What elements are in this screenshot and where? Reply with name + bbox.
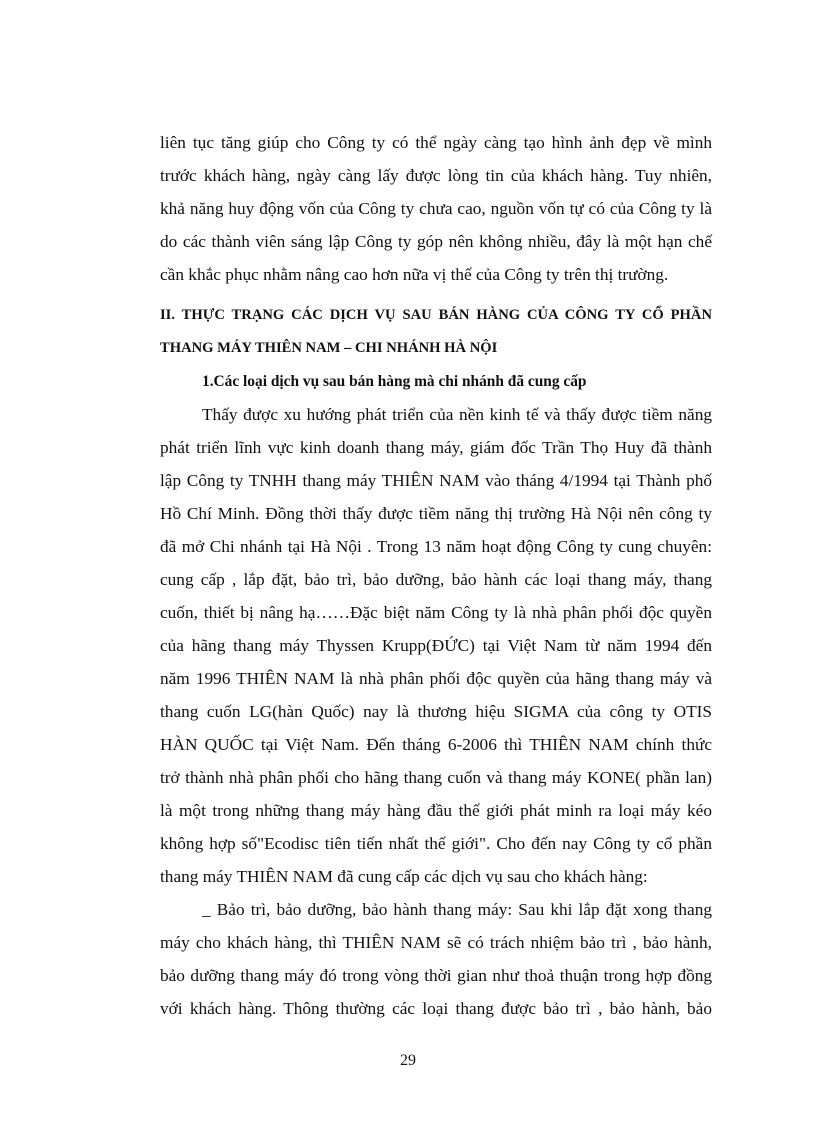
- text-line: đã mở Chi nhánh tại Hà Nội . Trong 13 năm hoạt động Công ty cung chuyên:: [160, 537, 712, 556]
- text-line: không hợp số"Ecodisc tiên tiến nhất thế giới". Cho đến nay Công ty cổ phần: [160, 834, 712, 853]
- text-line: HÀN QUỐC tại Việt Nam. Đến tháng 6-2006 thì THIÊN NAM chính thức: [160, 735, 712, 754]
- text-line: lập Công ty TNHH thang máy THIÊN NAM vào tháng 4/1994 tại Thành phố: [160, 471, 712, 490]
- paragraph-company-history: [160, 398, 712, 893]
- text-line: _ Bảo trì, bảo dưỡng, bảo hành thang máy: Sau khi lắp đặt xong thang: [202, 900, 712, 919]
- text-line: là một trong những thang máy hàng đầu thế giới phát minh ra loại máy kéo: [160, 801, 712, 820]
- page-number: 29: [400, 1052, 416, 1069]
- text-line: cần khắc phục nhằm nâng cao hơn nữa vị thế của Công ty trên thị trường.: [160, 265, 669, 284]
- section-heading-line: THANG MÁY THIÊN NAM – CHI NHÁNH HÀ NỘI: [160, 340, 498, 356]
- paragraph-maintenance: [160, 893, 712, 1025]
- text-line: cung cấp , lắp đặt, bảo trì, bảo dưỡng, bảo hành các loại thang máy, thang: [160, 570, 712, 589]
- section-heading-line: II. THỰC TRẠNG CÁC DỊCH VỤ SAU BÁN HÀNG CỦA CÔNG TY CỔ PHẦN: [160, 307, 712, 323]
- text-line: khả năng huy động vốn của Công ty chưa cao, nguồn vốn tự có của Công ty là: [160, 199, 712, 218]
- text-line: do các thành viên sáng lập Công ty góp nên không nhiều, đây là một hạn chế: [160, 232, 712, 251]
- text-line: thang cuốn LG(hàn Quốc) nay là thương hiệu SIGMA của công ty OTIS: [160, 702, 712, 721]
- text-line: phát triển lĩnh vực kinh doanh thang máy, giám đốc Trần Thọ Huy đã thành: [160, 438, 712, 457]
- text-line: liên tục tăng giúp cho Công ty có thể ngày càng tạo hình ảnh đẹp về mình: [160, 133, 712, 152]
- text-line: với khách hàng. Thông thường các loại thang được bảo trì , bảo hành, bảo: [160, 999, 712, 1018]
- text-line: năm 1996 THIÊN NAM là nhà phân phối độc quyền của hãng thang máy và: [160, 669, 712, 688]
- text-line: cuốn, thiết bị nâng hạ……Đặc biệt năm Công ty là nhà phân phối độc quyền: [160, 603, 712, 622]
- text-line: trở thành nhà phân phối cho hãng thang cuốn và thang máy KONE( phần lan): [160, 768, 712, 787]
- text-line: thang máy THIÊN NAM đã cung cấp các dịch vụ sau cho khách hàng:: [160, 867, 648, 886]
- text-line: Hồ Chí Minh. Đồng thời thấy được tiềm năng thị trường Hà Nội nên công ty: [160, 504, 712, 523]
- text-line: của hãng thang máy Thyssen Krupp(ĐỨC) tại Việt Nam từ năm 1994 đến: [160, 636, 712, 655]
- text-line: máy cho khách hàng, thì THIÊN NAM sẽ có trách nhiệm bảo trì , bảo hành,: [160, 933, 712, 952]
- text-line: bảo dưỡng thang máy đó trong vòng thời gian như thoả thuận trong hợp đồng: [160, 966, 712, 985]
- paragraph-intro: [160, 126, 712, 291]
- text-line: Thấy được xu hướng phát triển của nền kinh tế và thấy được tiềm năng: [202, 405, 712, 424]
- subsection-heading: 1.Các loại dịch vụ sau bán hàng mà chi nhánh đã cung cấp: [202, 373, 587, 390]
- page-body: [160, 126, 712, 1025]
- section-heading: [160, 299, 712, 365]
- text-line: trước khách hàng, ngày càng lấy được lòng tin của khách hàng. Tuy nhiên,: [160, 166, 712, 185]
